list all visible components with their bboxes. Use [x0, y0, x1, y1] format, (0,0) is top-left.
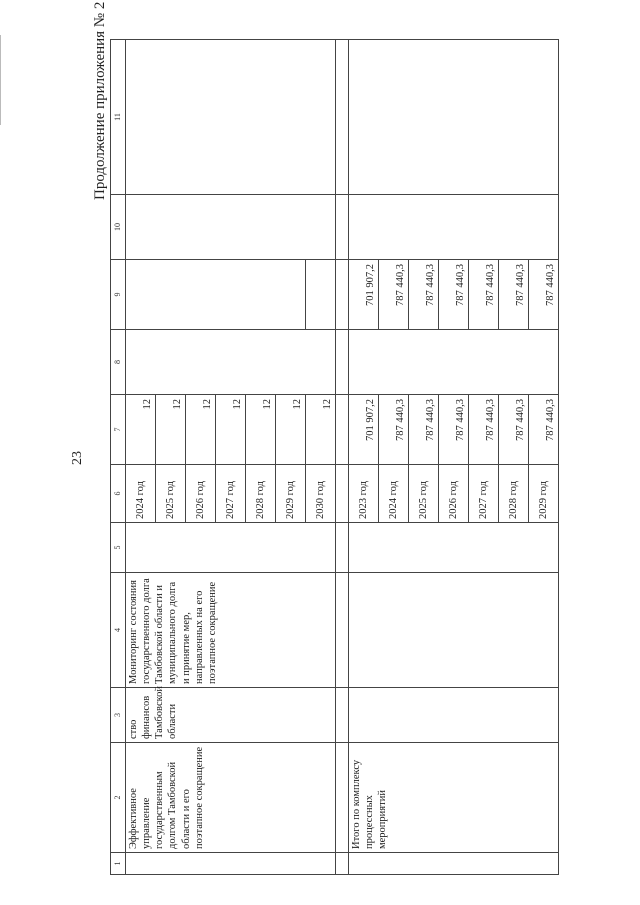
year-cell: 2024 год [379, 465, 409, 523]
program-table [110, 39, 559, 875]
value-cell: 12 [306, 395, 336, 465]
cell [349, 330, 559, 395]
col-number: 8 [111, 330, 126, 395]
cell [306, 260, 336, 330]
cell [336, 40, 349, 195]
year-cell: 2028 год [246, 465, 276, 523]
value-cell: 787 440,3 [409, 395, 439, 465]
cell [336, 743, 349, 853]
cell [126, 195, 336, 260]
col-number: 5 [111, 523, 126, 573]
year-cell: 2026 год [439, 465, 469, 523]
value-cell: 787 440,3 [469, 395, 499, 465]
value-cell: 12 [126, 395, 156, 465]
cell [336, 330, 349, 395]
cell [336, 523, 349, 573]
year-cell: 2027 год [216, 465, 246, 523]
year-cell: 2029 год [276, 465, 306, 523]
total-label: Итого по комплексу процессных мероприятий [349, 743, 559, 853]
cell [126, 40, 336, 195]
cell [336, 688, 349, 743]
cell [126, 523, 336, 573]
value-cell: 787 440,3 [409, 260, 439, 330]
cell [349, 573, 559, 688]
indicator-description: Мониторинг состояния государственного долга Тамбовской области и муниципального долга и принятие мер, направленных на его поэтапное сокращение [126, 573, 336, 688]
activity-name: Эффективное управление государственным долгом Тамбовской области и его поэтапное сокращение [126, 743, 336, 853]
col-number: 2 [111, 743, 126, 853]
cell [336, 195, 349, 260]
value-cell: 12 [276, 395, 306, 465]
continuation-caption: Продолжение приложения № 2 [92, 1, 108, 200]
cell [336, 853, 349, 875]
value-cell: 787 440,3 [379, 260, 409, 330]
value-cell: 701 907,2 [349, 260, 379, 330]
value-cell: 12 [156, 395, 186, 465]
year-cell: 2030 год [306, 465, 336, 523]
year-cell: 2024 год [126, 465, 156, 523]
value-cell: 787 440,3 [439, 260, 469, 330]
value-cell: 787 440,3 [379, 395, 409, 465]
col-number: 1 [111, 853, 126, 875]
cell [126, 853, 336, 875]
value-cell: 12 [216, 395, 246, 465]
year-cell: 2023 год [349, 465, 379, 523]
col-number: 9 [111, 260, 126, 330]
cell [336, 395, 349, 465]
col-number: 10 [111, 195, 126, 260]
value-cell: 787 440,3 [499, 260, 529, 330]
value-cell: 12 [246, 395, 276, 465]
year-cell: 2028 год [499, 465, 529, 523]
cell [349, 195, 559, 260]
value-cell: 787 440,3 [529, 260, 559, 330]
cell [126, 330, 336, 395]
page-number: 23 [70, 451, 85, 465]
table-row [349, 40, 379, 875]
year-cell: 2025 год [156, 465, 186, 523]
cell [349, 523, 559, 573]
value-cell: 787 440,3 [529, 395, 559, 465]
cell [336, 465, 349, 523]
table-row [126, 40, 156, 875]
col-number: 11 [111, 40, 126, 195]
col-number: 6 [111, 465, 126, 523]
scan-edge-line [0, 35, 1, 125]
col-number: 7 [111, 395, 126, 465]
cell [349, 40, 559, 195]
cell [349, 853, 559, 875]
cell [336, 260, 349, 330]
value-cell: 701 907,2 [349, 395, 379, 465]
table-row [336, 40, 349, 875]
cell [349, 688, 559, 743]
year-cell: 2025 год [409, 465, 439, 523]
value-cell: 787 440,3 [499, 395, 529, 465]
cell [336, 573, 349, 688]
col-number: 3 [111, 688, 126, 743]
year-cell: 2029 год [529, 465, 559, 523]
value-cell: 12 [186, 395, 216, 465]
year-cell: 2027 год [469, 465, 499, 523]
col-number: 4 [111, 573, 126, 688]
value-cell: 787 440,3 [469, 260, 499, 330]
column-number-row [111, 40, 126, 875]
responsible-executor: ство финансов Тамбовской области [126, 688, 336, 743]
year-cell: 2026 год [186, 465, 216, 523]
cell [126, 260, 306, 330]
value-cell: 787 440,3 [439, 395, 469, 465]
